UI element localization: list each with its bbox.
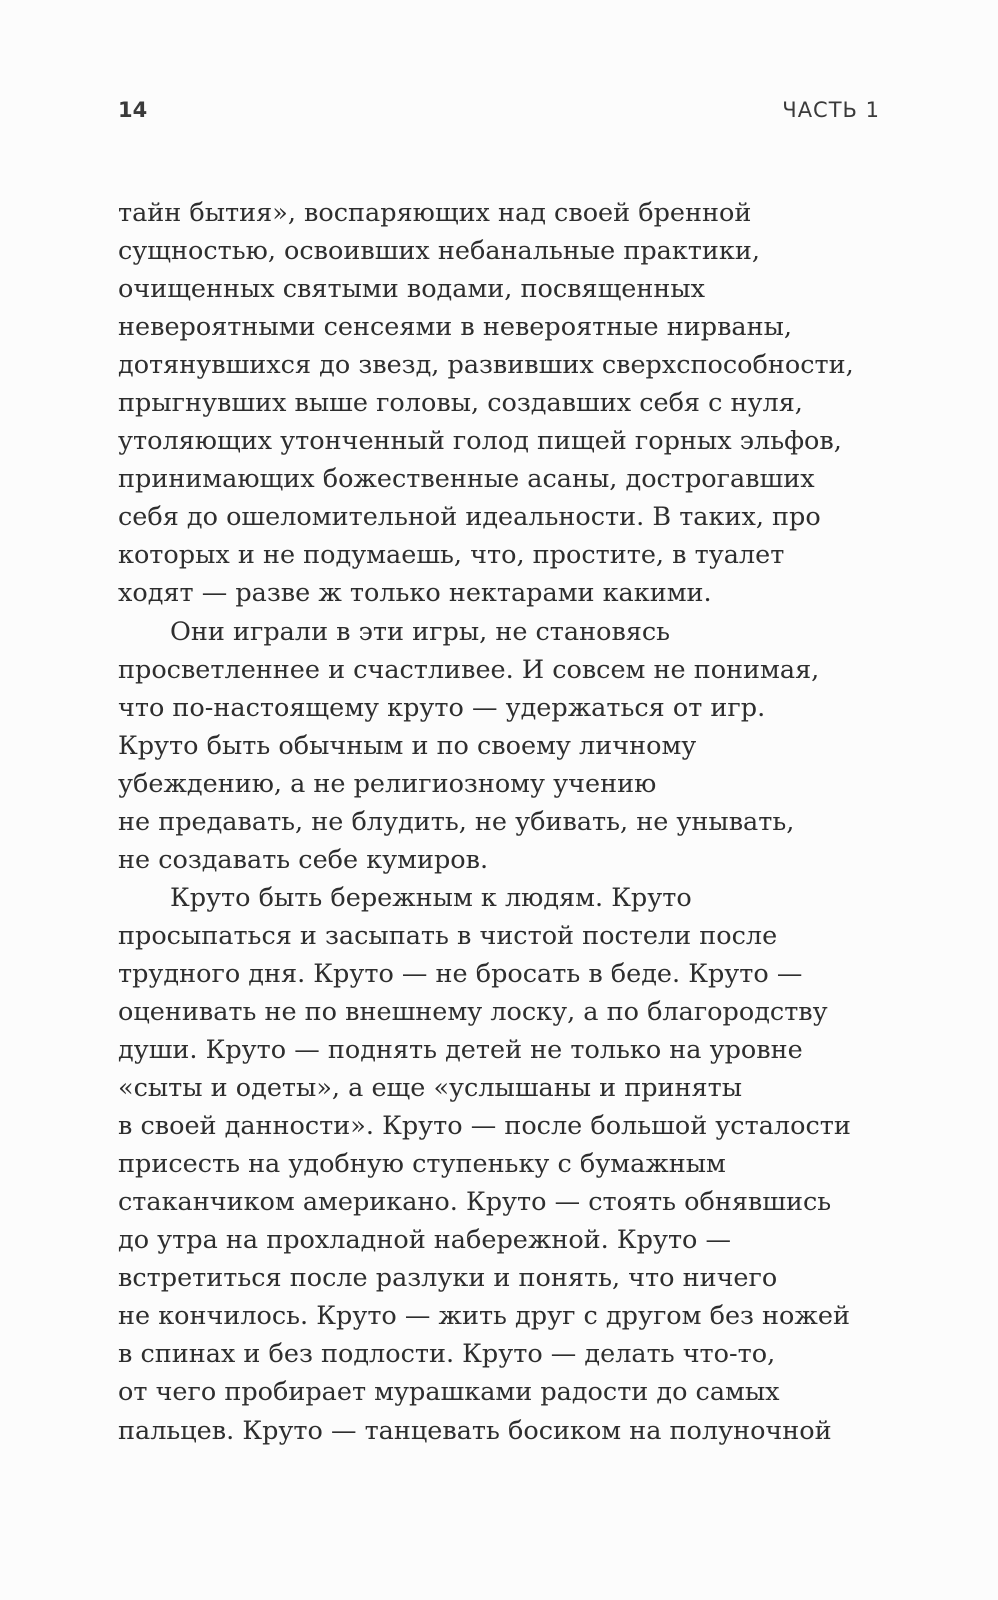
text-line: что по-настоящему круто — удержаться от игр. <box>118 692 766 723</box>
text-line: оценивать не по внешнему лоску, а по благородству <box>118 996 828 1027</box>
text-line: убеждению, а не религиозному учению <box>118 768 657 799</box>
text-line: сущностью, освоивших небанальные практики, <box>118 236 760 267</box>
text-line: ходят — разве ж только нектарами какими. <box>118 578 712 609</box>
text-line: до утра на прохладной набережной. Круто — <box>118 1225 732 1256</box>
text-line: присесть на удобную ступеньку с бумажным <box>118 1149 726 1180</box>
text-line: пальцев. Круто — танцевать босиком на полуночной <box>118 1415 832 1446</box>
text-line: от чего пробирает мурашками радости до самых <box>118 1377 780 1408</box>
text-line: себя до ошеломительной идеальности. В таких, про <box>118 502 821 533</box>
text-line: просыпаться и засыпать в чистой постели после <box>118 920 778 951</box>
text-line: не кончилось. Круто — жить друг с другом без ножей <box>118 1301 850 1332</box>
text-line: не создавать себе кумиров. <box>118 844 489 875</box>
text-line: души. Круто — поднять детей не только на уровне <box>118 1035 803 1066</box>
text-line: Круто быть обычным и по своему личному <box>118 730 697 761</box>
text-line: дотянувшихся до звезд, развивших сверхспособности, <box>118 350 854 381</box>
text-line: в своей данности». Круто — после большой усталости <box>118 1111 851 1142</box>
text-line: Они играли в эти игры, не становясь <box>170 616 671 647</box>
text-line: в спинах и без подлости. Круто — делать что-то, <box>118 1339 776 1370</box>
page-number: 14 <box>118 98 148 122</box>
paragraph-1 <box>118 194 878 613</box>
text-line: прыгнувших выше головы, создавших себя с нуля, <box>118 388 803 419</box>
text-line: которых и не подумаешь, что, простите, в туалет <box>118 540 785 571</box>
section-title: ЧАСТЬ 1 <box>782 98 880 122</box>
text-line: очищенных святыми водами, посвященных <box>118 274 706 305</box>
text-line: встретиться после разлуки и понять, что ничего <box>118 1263 778 1294</box>
text-line: невероятными сенсеями в невероятные нирваны, <box>118 312 793 343</box>
text-line: просветленнее и счастливее. И совсем не понимая, <box>118 654 820 685</box>
text-line: утоляющих утонченный голод пищей горных эльфов, <box>118 426 842 457</box>
paragraph-3 <box>118 879 878 1450</box>
paragraph-2 <box>118 613 878 879</box>
text-line: трудного дня. Круто — не бросать в беде. Круто — <box>118 958 803 989</box>
text-line: принимающих божественные асаны, дострогавших <box>118 464 815 495</box>
text-line: тайн бытия», воспаряющих над своей бренной <box>118 198 752 228</box>
text-line: Круто быть бережным к людям. Круто <box>170 882 692 913</box>
text-line: стаканчиком американо. Круто — стоять обнявшись <box>118 1187 832 1218</box>
running-header <box>118 98 880 128</box>
text-line: «сыты и одеты», а еще «услышаны и приняты <box>118 1073 743 1104</box>
text-line: не предавать, не блудить, не убивать, не унывать, <box>118 806 795 837</box>
body-text <box>118 194 878 1450</box>
